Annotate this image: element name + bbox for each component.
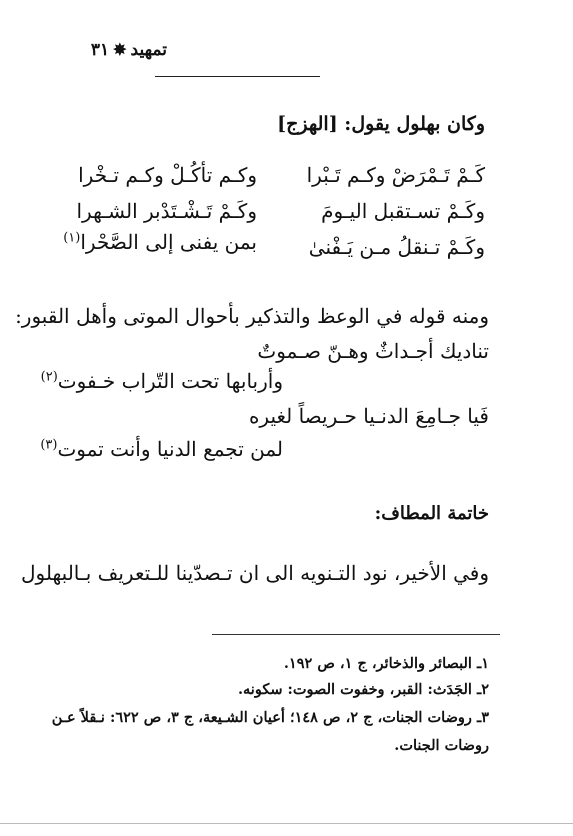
chapter-title: تمهيد <box>130 40 167 60</box>
footnote-1: ١ـ البصائر والذخائر، ج ١، ص ١٩٢. <box>283 655 489 672</box>
footnote-marker-1: (١) <box>63 230 81 246</box>
intro-line: وكان بهلول يقول: [الهزج] <box>277 113 485 135</box>
footnote-marker-3: (٣) <box>40 437 58 453</box>
verse-1-right: كَـمْ تَـمْرَضْ وكـم تَـبْرا <box>306 163 485 187</box>
running-header <box>91 40 167 60</box>
section-heading: خاتمة المطاف: <box>374 503 489 524</box>
footnote-3: ٣ـ روضات الجنات، ج ٢، ص ١٤٨؛ أعيان الشـيعة، ج ٣، ص ٦٢٢: نـقلاً عـن <box>51 709 489 726</box>
poem2-line-4-text: لمن تجمع الدنيا وأنت تموت <box>57 437 283 461</box>
verse-1-left-text: وكـم تأكُـلْ وكـم تـخْرا <box>78 163 257 187</box>
poem2-line-4 <box>40 437 283 461</box>
header-rule <box>155 76 320 77</box>
page-number: ٣١ <box>90 40 110 60</box>
footnote-2: ٢ـ الجَدَث: القبر، وخفوت الصوت: سكونه. <box>237 681 489 698</box>
poem2-line-1-text: تناديك أجـداثٌ وهـنّ صـموتٌ <box>257 339 489 363</box>
verse-2-left-text: وكَـمْ تَـشْـتَدْبر الشـهرا <box>76 199 257 223</box>
page-bottom-edge <box>0 823 573 824</box>
poem2-line-2-text: وأربابها تحت التّراب خـفوت <box>57 369 283 393</box>
footnote-3-continued: روضات الجنات. <box>394 737 489 754</box>
poem2-line-1 <box>257 339 489 363</box>
verse-2-right: وكَـمْ تسـتقبل اليـومَ <box>321 199 485 223</box>
verse-2-left <box>77 199 258 223</box>
poem2-line-3 <box>249 404 489 428</box>
poem2-line-2 <box>41 369 283 393</box>
closing-paragraph: وفي الأخير، نود التـنويه الى ان تـصدّينا للـتعريف بـالبهلول <box>20 561 489 585</box>
intro-paragraph: ومنه قوله في الوعظ والتذكير بأحوال الموتى وأهل القبور: <box>15 304 489 328</box>
verse-1-left <box>78 163 257 187</box>
verse-3-left-text: بمن يفنى إلى الصَّحْرا <box>80 230 257 254</box>
star-ornament-icon: ✸ <box>113 40 127 59</box>
footnote-rule <box>212 634 500 635</box>
verse-3-right: وكَـمْ تـنقلُ مـن يَـفْنىٰ <box>308 235 485 259</box>
footnote-marker-2: (٢) <box>40 369 58 385</box>
poem2-line-3-text: فَيا جـامِعَ الدنـيا حـريصاً لغيره <box>248 404 489 428</box>
verse-3-left <box>63 230 257 254</box>
